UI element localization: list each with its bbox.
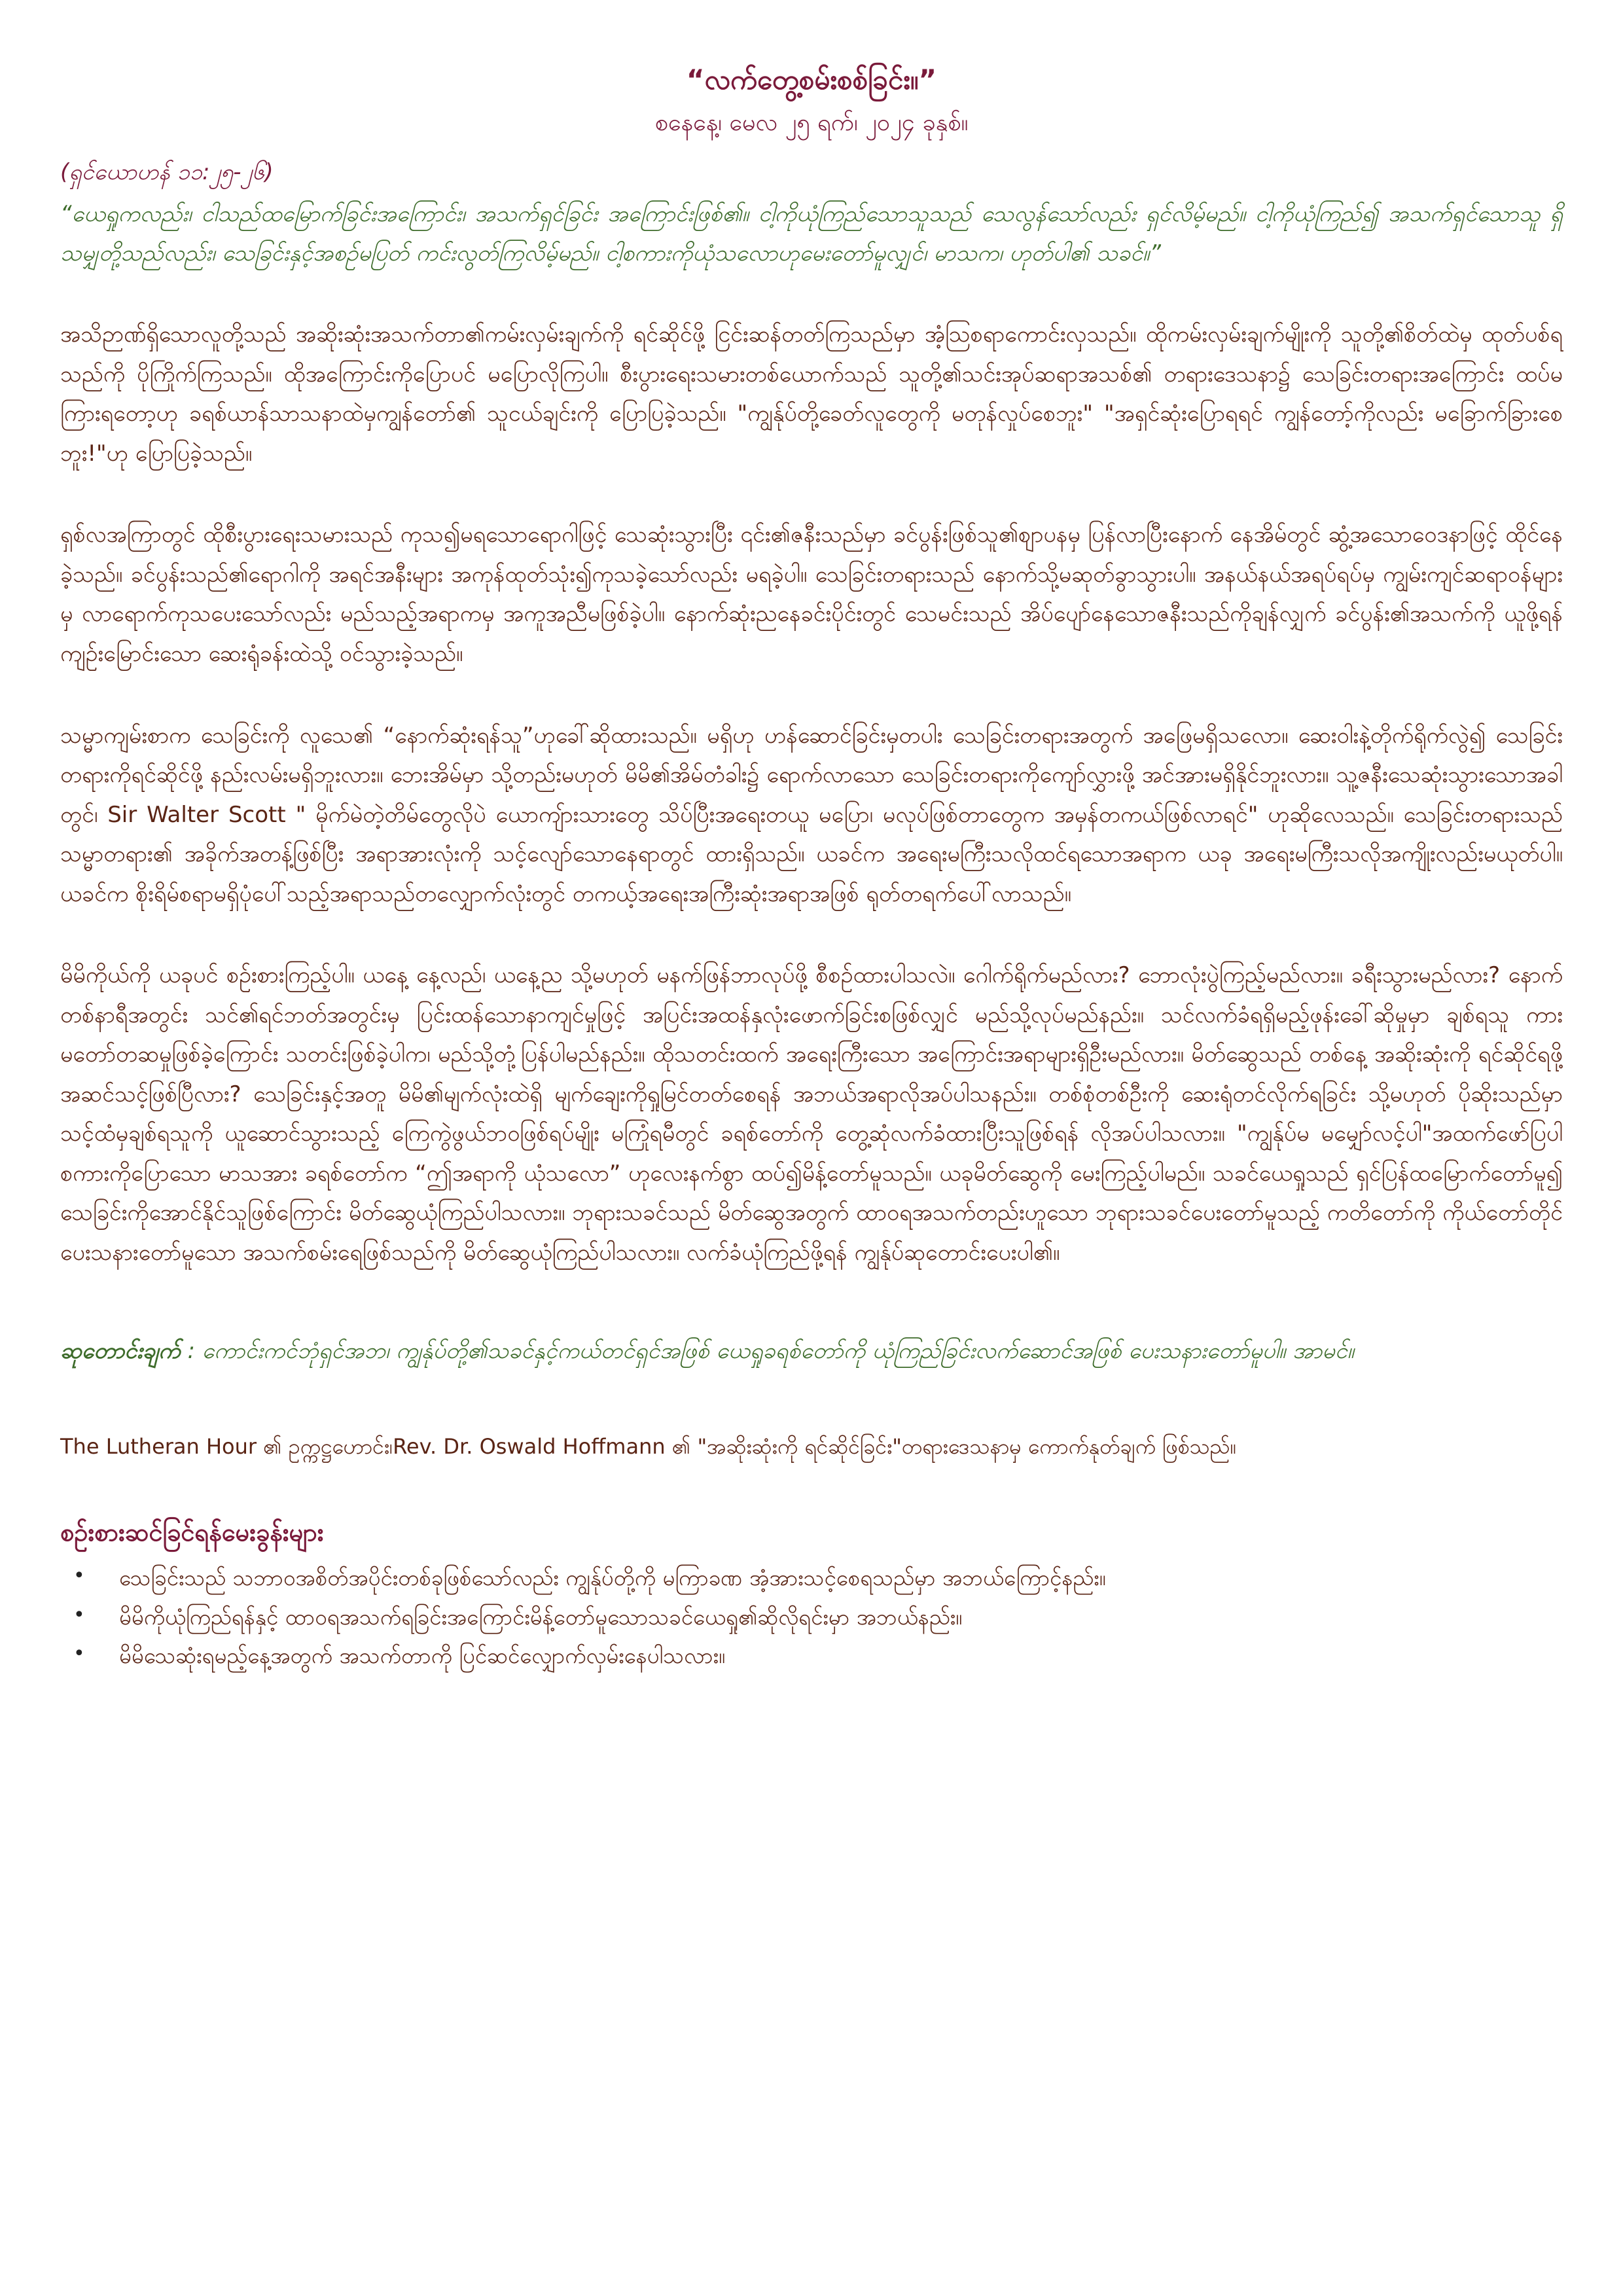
questions-list — [60, 1559, 1563, 1675]
question-text: မိမိသေဆုံးရမည့်နေ့အတွက် အသက်တာကို ပြင်ဆင်လျှောက်လှမ်းနေပါသလား။ — [119, 1643, 725, 1669]
page-title: “လက်တွေ့စမ်းစစ်ခြင်း။” — [686, 63, 937, 96]
question-text: မိမိကိုယုံကြည်ရန်နှင့် ထာဝရအသက်ရခြင်းအကြောင်းမိန့်တော်မူသောသခင်ယေရှု၏ဆိုလိုရင်းမှာ အဘယ်နည်း။ — [119, 1604, 963, 1630]
bullet-icon: • — [73, 1603, 85, 1626]
body-paragraph: သမ္မာကျမ်းစာက သေခြင်းကို လူသေ၏ “နောက်ဆုံးရန်သူ”ဟုခေါ်ဆိုထားသည်။ မရှိဟု ဟန်ဆောင်ခြင်းမှတပါး သေခြင်းတရားအတွက် အဖြေမရှိသလော။ ဆေးဝါးနဲ့တိုက်ရိုက်လွဲ၍ သေခြင်းတရားကိုရင်ဆိုင်ဖို့ နည်းလမ်းမရှိဘူးလား။ ဘေးအိမ်မှာ သို့တည်းမဟုတ် မိမိ၏အိမ်တံခါး၌ ရောက်လာသော သေခြင်းတရားကိုကျော်လွှားဖို့ အင်အားမရှိနိုင်ဘူးလား။ သူ့ဇနီးသေဆုံးသွားသောအခါတွင်၊ Sir Walter Scott " မိုက်မဲတဲ့တိမ်တွေလိုပဲ ယောကျ်ားသားတွေ သိပ်ပြီးအရေးတယူ မပြော၊ မလုပ်ဖြစ်တာတွေက အမှန်တကယ်ဖြစ်လာရင်" ဟုဆိုလေသည်။ သေခြင်းတရားသည်သမ္မာတရား၏ အခိုက်အတန့်ဖြစ်ပြီး အရာအားလုံးကို သင့်လျော်သောနေရာတွင် ထားရှိသည်။ ယခင်က အရေးမကြီးသလိုထင်ရသောအရာက ယခု အရေးမကြီးသလိုအကျိုးလည်းမယုတ်ပါ။ ယခင်က စိုးရိမ်စရာမရှိပုံပေါ်သည့်အရာသည်တလျှောက်လုံးတွင် တကယ့်အရေးအကြီးဆုံးအရာအဖြစ် ရုတ်တရက်ပေါ်လာသည်။ — [60, 722, 1563, 907]
question-item — [73, 1637, 1563, 1675]
bullet-icon: • — [73, 1564, 85, 1587]
date-line: စနေနေ့၊ မေလ ၂၅ ရက်၊ ၂၀၂၄ ခုနှစ်။ — [654, 109, 969, 136]
question-item — [73, 1598, 1563, 1636]
prayer-label: ဆုတောင်းချက် — [60, 1338, 181, 1365]
scripture-reference: (ရှင်ယောဟန် ၁၁:၂၅-၂၆) — [60, 158, 274, 185]
question-text: သေခြင်းသည် သဘာဝအစိတ်အပိုင်းတစ်ခုဖြစ်သော်လည်း ကျွန်ုပ်တို့ကို မကြာခဏ အံ့အားသင့်စေရသည်မှာ အဘယ်ကြောင့်နည်း။ — [119, 1564, 1106, 1590]
body-paragraph: အသိဉာဏ်ရှိသောလူတို့သည် အဆိုးဆုံးအသက်တာ၏ကမ်းလှမ်းချက်ကို ရင်ဆိုင်ဖို့ ငြင်းဆန်တတ်ကြသည်မှာ အံ့သြစရာကောင်းလှသည်။ ထိုကမ်းလှမ်းချက်မျိုးကို သူတို့၏စိတ်ထဲမှ ထုတ်ပစ်ရသည်ကို ပိုကြိုက်ကြသည်။ ထိုအကြောင်းကိုပြောပင် မပြောလိုကြပါ။ စီးပွားရေးသမားတစ်ယောက်သည် သူတို့၏သင်းအုပ်ဆရာအသစ်၏ တရားဒေသနာ၌ သေခြင်းတရားအကြောင်း ထပ်မကြားရတော့ဟု ခရစ်ယာန်သာသနာထဲမှကျွန်တော်၏ သူငယ်ချင်းကို ပြောပြခဲ့သည်။ "ကျွန်ုပ်တို့ခေတ်လူတွေကို မတုန်လှုပ်စေဘူး" "အရှင်ဆုံးပြောရရင် ကျွန်တော့်ကိုလည်း မခြောက်ခြားစေဘူး!"ဟု ပြောပြခဲ့သည်။ — [60, 321, 1563, 467]
prayer — [60, 1331, 1563, 1371]
bullet-icon: • — [73, 1642, 85, 1666]
questions-heading: စဉ်းစားဆင်ခြင်ရန်မေးခွန်းများ — [60, 1518, 324, 1547]
prayer-text: ကောင်းကင်ဘုံရှင်အဘ၊ ကျွန်ုပ်တို့၏သခင်နှင့်ကယ်တင်ရှင်အဖြစ် ယေရှုခရစ်တော်ကို ယုံကြည်ခြင်းလက်ဆောင်အဖြစ် ပေးသနားတော်မူပါ။ အာမင်။ — [202, 1338, 1355, 1365]
body-paragraph: မိမိကိုယ်ကို ယခုပင် စဉ်းစားကြည့်ပါ။ ယနေ့ နေ့လည်၊ ယနေ့ည သို့မဟုတ် မနက်ဖြန်ဘာလုပ်ဖို့ စီစဉ်ထားပါသလဲ။ ဂေါက်ရိုက်မည်လား? ဘောလုံးပွဲကြည့်မည်လား။ ခရီးသွားမည်လား? နောက်တစ်နာရီအတွင်း သင်၏ရင်ဘတ်အတွင်းမှ ပြင်းထန်သောနာကျင်မှုဖြင့် အပြင်းအထန်နှလုံးဖောက်ခြင်းစဖြစ်လျှင် မည်သို့လုပ်မည်နည်း။ သင်လက်ခံရရှိမည့်ဖုန်းခေါ်ဆိုမှုမှာ ချစ်ရသူ ကားမတော်တဆမှုဖြစ်ခဲ့ကြောင်း သတင်းဖြစ်ခဲ့ပါက၊ မည်သို့တုံ့ပြန်ပါမည်နည်း။ ထိုသတင်းထက် အရေးကြီးသော အကြောင်းအရာများရှိဦးမည်လား။ မိတ်ဆွေသည် တစ်နေ့ အဆိုးဆုံးကို ရင်ဆိုင်ရဖို့ အဆင်သင့်ဖြစ်ပြီလား? သေခြင်းနှင့်အတူ မိမိ၏မျက်လုံးထဲရှိ မျက်ချေးကိုရှုမြင်တတ်စေရန် အဘယ်အရာလိုအပ်ပါသနည်း။ တစ်စုံတစ်ဦးကို ဆေးရုံတင်လိုက်ရခြင်း သို့မဟုတ် ပိုဆိုးသည်မှာ သင့်ထံမှချစ်ရသူကို ယူဆောင်သွားသည့် ကြေကွဲဖွယ်ဘဝဖြစ်ရပ်မျိုး မကြုံရမီတွင် ခရစ်တော်ကို တွေ့ဆုံလက်ခံထားပြီးသူဖြစ်ရန် လိုအပ်ပါသလား။ "ကျွန်ုပ်မ မမျှော်လင့်ပါ"အထက်ဖော်ပြပါစကားကိုပြောသော မာသအား ခရစ်တော်က “ဤအရာကို ယုံသလော” ဟုလေးနက်စွာ ထပ်၍မိန့်တော်မူသည်။ ယခုမိတ်ဆွေကို မေးကြည့်ပါမည်။ သခင်ယေရှုသည် ရှင်ပြန်ထမြောက်တော်မူ၍ သေခြင်းကိုအောင်နိုင်သူဖြစ်ကြောင်း မိတ်ဆွေယုံကြည်ပါသလား။ ဘုရားသခင်သည် မိတ်ဆွေအတွက် ထာဝရအသက်တည်းဟူသော ဘုရားသခင်ပေးတော်မူသည့် ကတိတော်ကို ကိုယ်တော်တိုင်ပေးသနားတော်မူသော အသက်စမ်းရေဖြစ်သည်ကို မိတ်ဆွေယုံကြည်ပါသလား။ လက်ခံယုံကြည်ဖို့ရန် ကျွန်ုပ်ဆုတောင်းပေးပါ၏။ — [60, 962, 1563, 1266]
body-paragraph: ရှစ်လအကြာတွင် ထိုစီးပွားရေးသမားသည် ကုသ၍မရသောရောဂါဖြင့် သေဆုံးသွားပြီး ၎င်း၏ဇနီးသည်မှာ ခင်ပွန်းဖြစ်သူ၏စျာပနမှ ပြန်လာပြီးနောက် နေအိမ်တွင် ဆွံ့အသောဝေဒနာဖြင့် ထိုင်နေခဲ့သည်။ ခင်ပွန်းသည်၏ရောဂါကို အရင်အနီးများ အကုန်ထုတ်သုံး၍ကုသခဲ့သော်လည်း မရခဲ့ပါ။ သေခြင်းတရားသည် နောက်သို့မဆုတ်ခွာသွားပါ။ အနယ်နယ်အရပ်ရပ်မှ ကျွမ်းကျင်ဆရာဝန်များမှ လာရောက်ကုသပေးသော်လည်း မည်သည့်အရာကမှ အကူအညီမဖြစ်ခဲ့ပါ။ နောက်ဆုံးညနေခင်းပိုင်းတွင် သေမင်းသည် အိပ်ပျော်နေသောဇနီးသည်ကိုချန်လျှက် ခင်ပွန်း၏အသက်ကို ယူဖို့ရန်ကျဉ်းမြောင်းသော ဆေးရုံခန်းထဲသို့ ဝင်သွားခဲ့သည်။ — [60, 522, 1563, 667]
question-item — [73, 1559, 1563, 1597]
prayer-separator: : — [180, 1338, 202, 1365]
source-credit: The Lutheran Hour ၏ ဥက္ကဋ္ဌဟောင်း၊Rev. Dr. Oswald Hoffmann ၏ "အဆိုးဆုံးကို ရင်ဆိုင်ခြင်း"တရားဒေသနာမှ ကောက်နုတ်ချက် ဖြစ်သည်။ — [60, 1433, 1237, 1459]
scripture-text: “ယေရှုကလည်း၊ ငါသည်ထမြောက်ခြင်းအကြောင်း၊ အသက်ရှင်ခြင်း အကြောင်းဖြစ်၏။ ငါ့ကိုယုံကြည်သောသူသည် သေလွန်သော်လည်း ရှင်လိမ့်မည်။ ငါ့ကိုယုံကြည်၍ အသက်ရှင်သောသူ ရှိသမျှတို့သည်လည်း၊ သေခြင်းနှင့်အစဉ်မပြတ် ကင်းလွတ်ကြလိမ့်မည်။ ငါ့စကားကိုယုံသလောဟုမေးတော်မူလျှင်၊ မာသက၊ ဟုတ်ပါ၏ သခင်။” — [60, 201, 1563, 266]
